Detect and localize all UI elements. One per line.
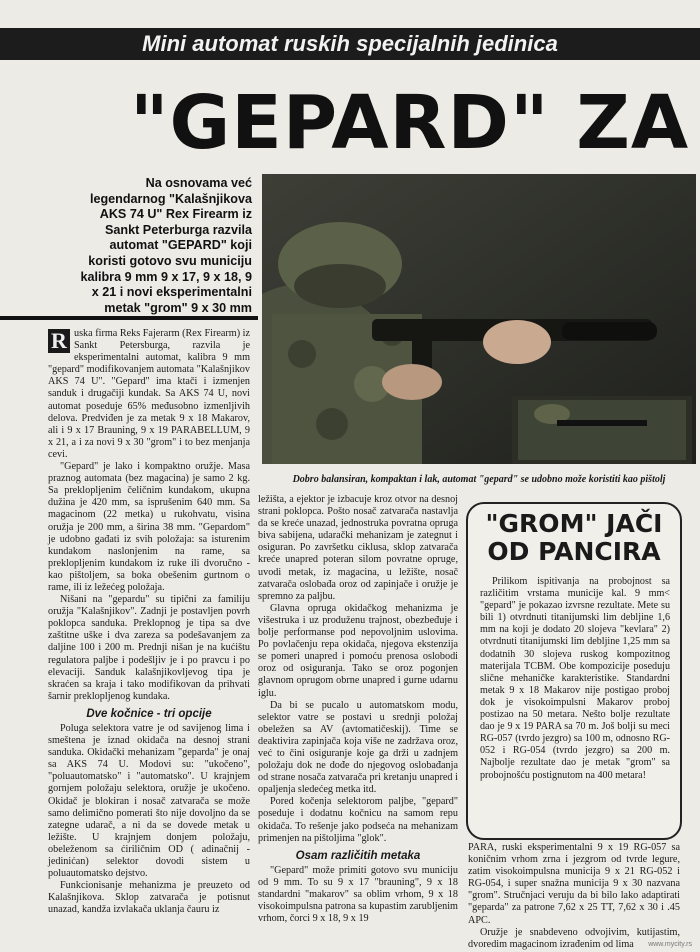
col2-paragraph: Pored kočenja selektorom paljbe, "gepard" poseduje i dodatnu kočnicu na samom repu okidača. To rešenje jako podseća na mehanizam primenjen na pištoljima "glok". (258, 796, 458, 844)
watermark: www.mycity.rs (648, 941, 692, 948)
drop-cap: R (48, 329, 70, 353)
col2-paragraph: Glavna opruga okidačkog mehanizma je višestruka i uz produženu trajnost, obezbeđuje i bolje performanse pod nepovoljnim uslovima. Po povlačenju repa okidača, njegova ekstenzija se pomeri unapred i pomoću prenosa oslobodi oroz od osiguranja. Tako se oroz pogonjen glavnom oprugom obrne unapred i gurne udarnu iglu. (258, 602, 458, 699)
sidebar-box (466, 502, 682, 840)
article-kicker: Mini automat ruskih specijalnih jedinica (0, 28, 700, 60)
col3-paragraph: PARA, ruski eksperimentalni 9 x 19 RG-057 sa koničnim vrhom zrna i jezgrom od tvrde legure, zatim visokoimpulsna municija 9 x 21 RG-052 i RG-054, i super snažna municija 9 x 30 nazvana "grom". Stručnjaci veruju da bi bilo lako adaptirati "geparda" za patrone 7,62 x 25 TT, 7,62 x 30 i .45 APC. (468, 842, 680, 926)
column-1 (48, 328, 250, 917)
col1-paragraph: "Gepard" je lako i kompaktno oružje. Masa praznog automata (bez magacina) je samo 2 kg. Sa preklopljenim čeličnim kundakom, ukupna dužina je 420 mm, sa isprušenim 640 mm. Sa magacinom (22 metka) u rukohvatu, visina oružja je 200 mm, a širina 38 mm. "Gepardom" je udobno gađati iz svih položaja: sa isturenim kundakom naslonjenim na rame, sa preklopljenim kundakom iz ruke ili dvoručno - kao pištoljem, sa boka obešenim gurtnom o rame, ili iz ležećeg položaja. (48, 461, 250, 593)
col1-paragraph: Nišani na "gepardu" su tipični za familiju oružja "Kalašnjikov". Zadnji je postavljen povrh poklopca sanduka. Preklopnog je tipa sa dve zaštitne uške i dva zareza sa podešavanjem za daljine 100 i 200 m. Prednji nišan je na kućištu regulatora paljbe i podešljiv je i po pravcu i po elevaciji. Sanduk kalašnjikovljevog tipa je skraćen sa kraja i tako modifikovan da prihvati šarnir preklopljenog kundaka. (48, 594, 250, 702)
col1-paragraph: uska firma Reks Fajerarm (Rex Firearm) iz Sankt Petersburga, razvila je eksperimentalni automat, kalibra 9 mm "gepard" modifikovanjem automata "Kalašnjikov AKS 74 U". "Gepard" ima ktači i izmenjen sanduk i drugačiji kundak. Sa AKS 74 U, novi automat poseduje 65% međusobno izmenljivih delova. Predviđen je za metak 9 x 18 Makarov, ali i 9 x 17 Brauning, 9 x 19 PARABELLUM, 9 x 21, a i za novi 9 x 30 "grom" i to bez menjanja cevi. (48, 328, 250, 460)
column-3 (468, 842, 680, 951)
col2-paragraph: ležišta, a ejektor je izbacuje kroz otvor na desnoj strani poklopca. Pošto nosač zatvarača nastavlja da se kreće unazad, jednostruka povratna opruga biva sabijena, udarački mehanizam je zategnut i osiguran. Po završetku ciklusa, sklop zatvarača kreće unapred poteran silom povratne opruge, uvodi metak, iz magacina, u ležište, nosač zatvarača oslobađa oroz od zapinjače i oružje je spremno za paljbu. (258, 494, 458, 602)
section-subhead: Osam različitih metaka (295, 849, 421, 862)
deck-rule (0, 316, 258, 320)
col2-paragraph: Da bi se pucalo u automatskom modu, selektor vatre se postavi u srednji položaj obeležen sa AV (avtomatičeskij). Time se deaktivira zapinjača koja više ne zadržava oroz, već to čini osiguranje koje ga drži u zadnjem položaju dok ne dođe do njegovog oslobađanja od strane nosača zatvarača pri kretanju unapred i opaljenja sledećeg metka itd. (258, 699, 458, 796)
box-body (480, 576, 670, 782)
column-2 (258, 494, 458, 925)
article-deck: Na osnovama već legendarnog "Kalašnjikova AKS 74 U" Rex Firearm iz Sankt Peterburga razvila automat "GEPARD" koji koristi gotovo svu municiju kalibra 9 mm 9 x 17, 9 x 18, 9 x 21 i novi eksperimentalni metak "grom" 9 x 30 mm (80, 176, 252, 315)
col2-paragraph: "Gepard" može primiti gotovo svu municiju od 9 mm. To su 9 x 17 "brauning", 9 x 18 standardni "makarov" sa oblim vrhom, 9 x 18 visokoimpulsna patrona sa kupastim zarubljenim vrhom, čorci 9 x 18, 9 x 19 (258, 864, 458, 925)
col3-paragraph: Oružje je snabdeveno odvojivim, kutijastim, dvoredim magacinom izrađenim od lima (468, 926, 680, 950)
article-headline: "GEPARD" ZA (130, 80, 690, 166)
box-paragraph: Prilikom ispitivanja na probojnost sa različitim vrstama municije kal. 9 mm< "gepard" je pokazao izvrsne rezultate. Mete su bili 1) otvrdnuti titanijumski lim debljine 1,6 mm na koji je dodato 20 slojeva "kevlara" 2) otvrdnuti titanijumski lim debljine 1,25 mm sa dodatnih 30 slojeva ruskog kompozitnog materijala TCBM. Obe kompozicije poseduju slične mehaničke karakteristike. Standardni metak 9 x 18 Makarov nije postigao proboj dok je visokoimpulsni Makarov proboj postizao na 50 metara. Nešto bolje rezultate dao je 9 x 19 PARA sa 70 m. Još bolji su meci RG-057 (tvrdo jezgro) sa 100 m, odnosno RG-052 i RG-054 (tvrdo jezgro) sa 200 m. Najbolje rezultate dao je metak "grom" sa probojnošću postignutom na 400 metara! (480, 576, 670, 781)
photo-caption: Dobro balansiran, kompaktan i lak, automat "gepard" se udobno može koristiti kao pištolj (292, 474, 666, 485)
col1-paragraph: Poluga selektora vatre je od savijenog lima i smeštena je iznad okidača na desnoj strani sanduka. Okidački mehanizam "geparda" je onaj sa AKS 74 U. Modovi su: "ukočeno", "poluautomatsko" i "automatsko". U krajnjem gornjem položaju selektora, oružje je ukočeno. Okidač je blokiran i nosač zatvarača se može samo delimično pomerati što nije dovoljno da se zategne udarač, a ni da se dovede metak u ležište. U krajnjem donjem položaju, obeleženom sa ćiriličnim OD ( adinačnij - jedinićan) selektor dovodi sistem u poluautomatsko dejstvo. (48, 723, 250, 880)
box-title-line: OD PANCIRA (487, 537, 661, 566)
rifle-photo (262, 174, 696, 464)
box-title (468, 510, 680, 566)
section-subhead: Dve kočnice - tri opcije (86, 707, 212, 720)
col1-paragraph: Funkcionisanje mehanizma je preuzeto od Kalašnjikova. Sklop zatvarača je potisnut unazad, kandža izvlakača uklanja čauru iz (48, 880, 250, 916)
box-title-line: "GROM" JAČI (485, 509, 663, 538)
